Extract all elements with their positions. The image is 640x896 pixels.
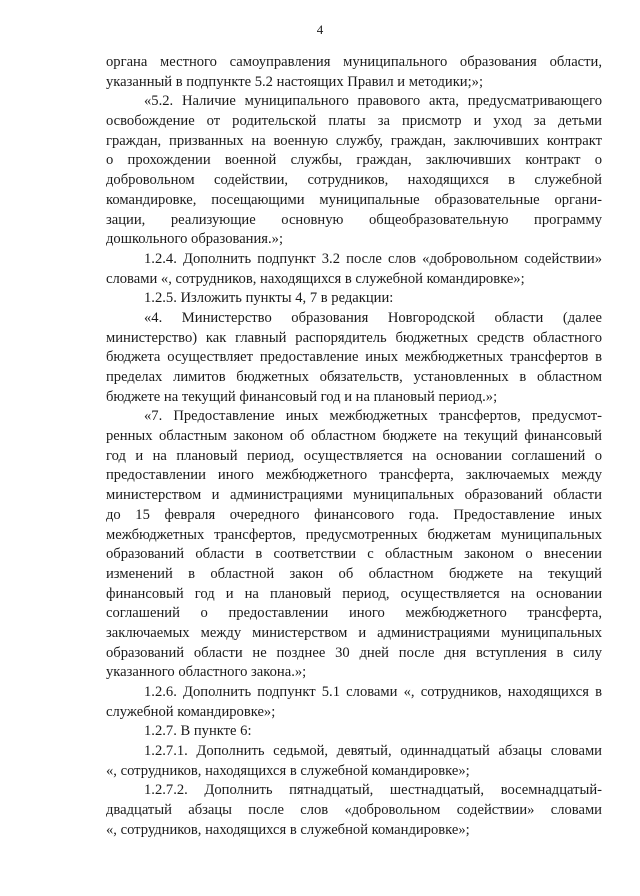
text-line: бюджете на текущий финансовый год и на плановый период.»; xyxy=(106,388,498,405)
text-line: заключаемых между министерством и администрациями муниципальных xyxy=(106,624,602,641)
text-line: 1.2.7.2. Дополнить пятнадцатый, шестнадцатый, восемнадцатый- xyxy=(144,782,602,799)
text-line: 1.2.6. Дополнить подпункт 5.1 словами «, сотрудников, находящихся в xyxy=(144,684,602,700)
text-line: год и на плановый период, осуществляется на основании соглашений о xyxy=(106,447,602,464)
text-line: «7. Предоставление иных межбюджетных трансфертов, предусмот- xyxy=(144,408,602,425)
text-line: предоставлении иного межбюджетного трансферта, заключаемых между xyxy=(106,467,602,484)
text-line: органа местного самоуправления муниципального образования области, xyxy=(106,54,602,70)
text-line: «, сотрудников, находящихся в служебной командировке»; xyxy=(106,762,470,779)
text-line: командировке, посещающими муниципальные образовательные органи- xyxy=(106,191,602,208)
text-line: «4. Министерство образования Новгородской области (далее xyxy=(144,309,602,326)
text-line: словами «, сотрудников, находящихся в служебной командировке»; xyxy=(106,270,525,287)
text-line: добровольном содействии, сотрудников, находящихся в служебной xyxy=(106,172,602,189)
text-line: министерство) как главный распорядитель бюджетных средств областного xyxy=(106,329,602,346)
text-line: межбюджетных трансфертов, предусмотренных бюджетам муниципальных xyxy=(106,526,602,543)
text-line: зации, реализующие основную общеобразовательную программу xyxy=(106,211,602,228)
text-line: указанного областного закона.»; xyxy=(106,664,307,681)
text-line: указанный в подпункте 5.2 настоящих Правил и методики;»; xyxy=(106,73,484,90)
text-line: освобождение от родительской платы за присмотр и уход за детьми xyxy=(106,113,602,130)
text-line: 1.2.5. Изложить пункты 4, 7 в редакции: xyxy=(144,290,394,307)
document-body xyxy=(106,53,602,841)
text-line: пределах лимитов бюджетных обязательств, установленных в областном xyxy=(106,369,602,385)
text-line: финансовый год и на плановый период, осуществляется на основании xyxy=(106,585,602,602)
text-line: до 15 февраля очередного финансового года. Предоставление иных xyxy=(106,506,602,523)
text-line: о прохождении военной службы, граждан, заключивших контракт о xyxy=(106,152,602,169)
text-line: служебной командировке»; xyxy=(106,703,276,720)
text-line: образований области в соответствии с областным законом о внесении xyxy=(106,546,602,563)
text-line: соглашений о предоставлении иного межбюджетного трансферта, xyxy=(106,605,602,622)
text-line: двадцатый абзацы после слов «добровольном содействии» словами xyxy=(106,802,602,819)
page-number: 4 xyxy=(316,22,324,37)
text-line: «5.2. Наличие муниципального правового акта, предусматривающего xyxy=(144,93,602,110)
text-line: 1.2.7. В пункте 6: xyxy=(144,723,252,740)
text-line: бюджета осуществляет предоставление иных межбюджетных трансфертов в xyxy=(106,349,602,366)
text-line: «, сотрудников, находящихся в служебной командировке»; xyxy=(106,821,470,838)
text-line: ренных областным законом об областном бюджете на текущий финансовый xyxy=(106,428,602,445)
text-line: изменений в областной закон об областном бюджете на текущий xyxy=(106,565,602,582)
text-line: образований области не позднее 30 дней после дня вступления в силу xyxy=(106,644,602,661)
text-line: 1.2.7.1. Дополнить седьмой, девятый, одиннадцатый абзацы словами xyxy=(144,743,602,760)
text-line: 1.2.4. Дополнить подпункт 3.2 после слов «добровольном содействии» xyxy=(144,250,602,267)
text-line: министерством и администрациями муниципальных образований области xyxy=(106,487,602,504)
text-line: граждан, призванных на военную службу, граждан, заключивших контракт xyxy=(106,132,602,149)
text-line: дошкольного образования.»; xyxy=(106,231,284,248)
